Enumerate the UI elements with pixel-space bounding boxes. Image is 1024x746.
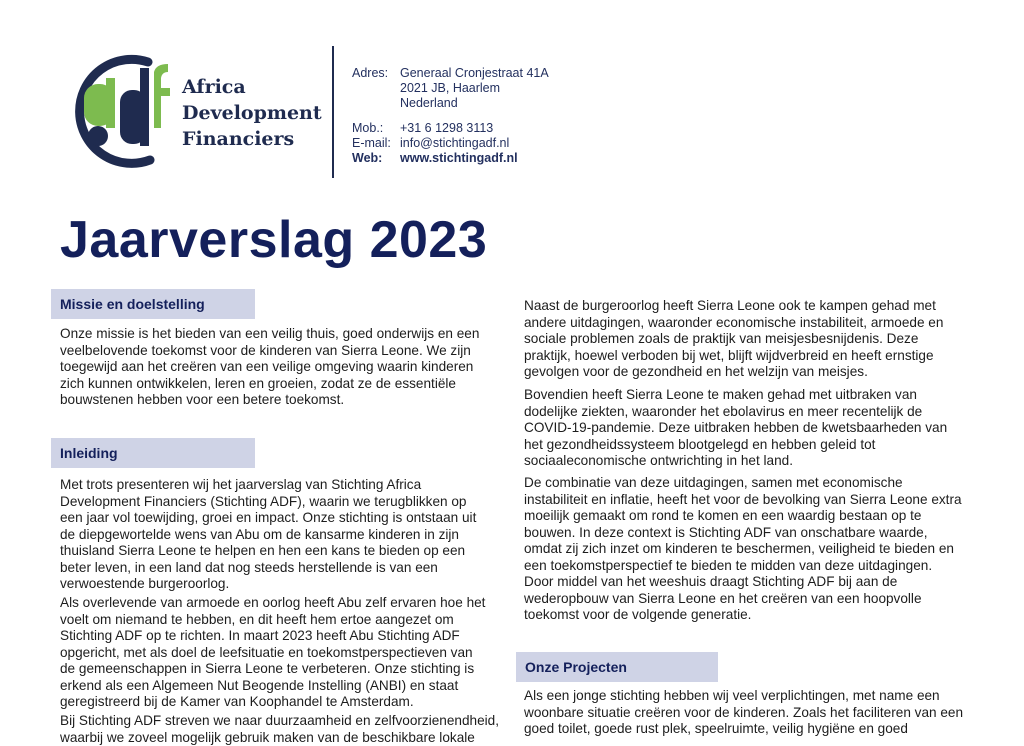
inleiding-paragraph-1: Met trots presenteren wij het jaarverslag van Stichting Africa Development Financiers (Stichting ADF), waarin we terugblikken op een jaar vol toewijding, groei en impact. Onze stichting is ontstaan uit de diepgewortelde wens van Abu om de kansarme kinderen in zijn thuisland Sierra Leone te helpen en hen een kans te bieden op een beter leven, in een land dat nog steeds herstellende is van een verwoestende burgeroorlog. [60,477,477,591]
section-heading-inleiding: Inleiding [51,438,255,468]
adf-logo [58,44,178,176]
email-link[interactable]: info@stichtingadf.nl [400,136,510,150]
section-heading-projecten: Onze Projecten [516,652,718,682]
page-title: Jaarverslag 2023 [60,211,488,269]
header-divider [332,46,334,178]
missie-paragraph: Onze missie is het bieden van een veilig thuis, goed onderwijs en een veelbelovende toekomst voor de kinderen van Sierra Leone. We zijn toegewijd aan het creëren van een veilige omgeving waarin kinderen zich kunnen ontwikkelen, leren en groeien, zodat ze de essentiële bouwstenen hebben voor een betere toekomst. [60,326,480,407]
address-line: Generaal Cronjestraat 41A [400,66,549,80]
email-label: E-mail: [352,136,391,150]
brand-line: Development [182,102,322,124]
section-heading-missie: Missie en doelstelling [51,289,255,319]
inleiding-paragraph-3: Bij Stichting ADF streven we naar duurzaamheid en zelfvoorzienendheid, waarbij we zoveel mogelijk gebruik maken van de beschikbare lokale [60,713,500,745]
brand-line: Financiers [182,128,295,150]
right-paragraph-1: Naast de burgeroorlog heeft Sierra Leone ook te kampen gehad met andere uitdagingen, waaronder economische instabiliteit, armoede en sociale problemen zoals de praktijk van meisjesbesnijdenis. Deze praktijk, hoewel verboden bij wet, blijft wijdverbreid en heeft ernstige gevolgen voor de gezondheid en het welzijn van meisjes. [524,298,944,379]
web-label: Web: [352,151,383,165]
phone-value: +31 6 1298 3113 [400,121,494,135]
phone-label: Mob.: [352,121,384,135]
right-paragraph-2: Bovendien heeft Sierra Leone te maken gehad met uitbraken van dodelijke ziekten, waaronder het ebolavirus en meer recentelijk de COVID-19-pandemie. Deze uitbraken hebben de kwetsbaarheden van het gezondheidssysteem blootgelegd en hebben geleid tot sociaaleconomische ontwrichting in het land. [524,387,948,468]
projecten-paragraph: Als een jonge stichting hebben wij veel verplichtingen, met name een woonbare situatie creëren voor de kinderen. Zoals het faciliteren van een goed toilet, goede rust plek, speelruimte, veilig hygiëne en goed [524,688,964,736]
brand-line: Africa [182,76,246,98]
inleiding-paragraph-2: Als overlevende van armoede en oorlog heeft Abu zelf ervaren hoe het voelt om niemand te hebben, en dit heeft hem ertoe aangezet om Stichting ADF op te richten. In maart 2023 heeft Abu Stichting ADF opgericht, met als doel de leefsituatie en toekomstperspectieven van de gemeenschappen in Sierra Leone te verbeteren. Onze stichting is erkend als een Algemeen Nut Beogende Instelling (ANBI) en staat geregistreerd bij de Kamer van Koophandel te Amsterdam. [60,595,486,709]
right-paragraph-3: De combinatie van deze uitdagingen, samen met economische instabiliteit en inflatie, heeft het voor de bevolking van Sierra Leone extra moeilijk gemaakt om rond te komen en een waardig bestaan op te bouwen. In deze context is Stichting ADF van onschatbare waarde, omdat zij zich inzet om kinderen te beschermen, veiligheid te bieden en een toekomstperspectief te bieden te midden van deze uitdagingen. Door middel van het weeshuis draagt Stichting ADF bij aan de wederopbouw van Sierra Leone en het creëren van een hoopvolle toekomst voor de volgende generatie. [524,475,962,622]
address-line: Nederland [400,96,458,110]
brand-name [182,74,322,152]
contact-block [352,66,549,166]
address-label: Adres: [352,66,389,80]
address-line: 2021 JB, Haarlem [400,81,501,95]
web-link[interactable]: www.stichtingadf.nl [400,151,518,165]
